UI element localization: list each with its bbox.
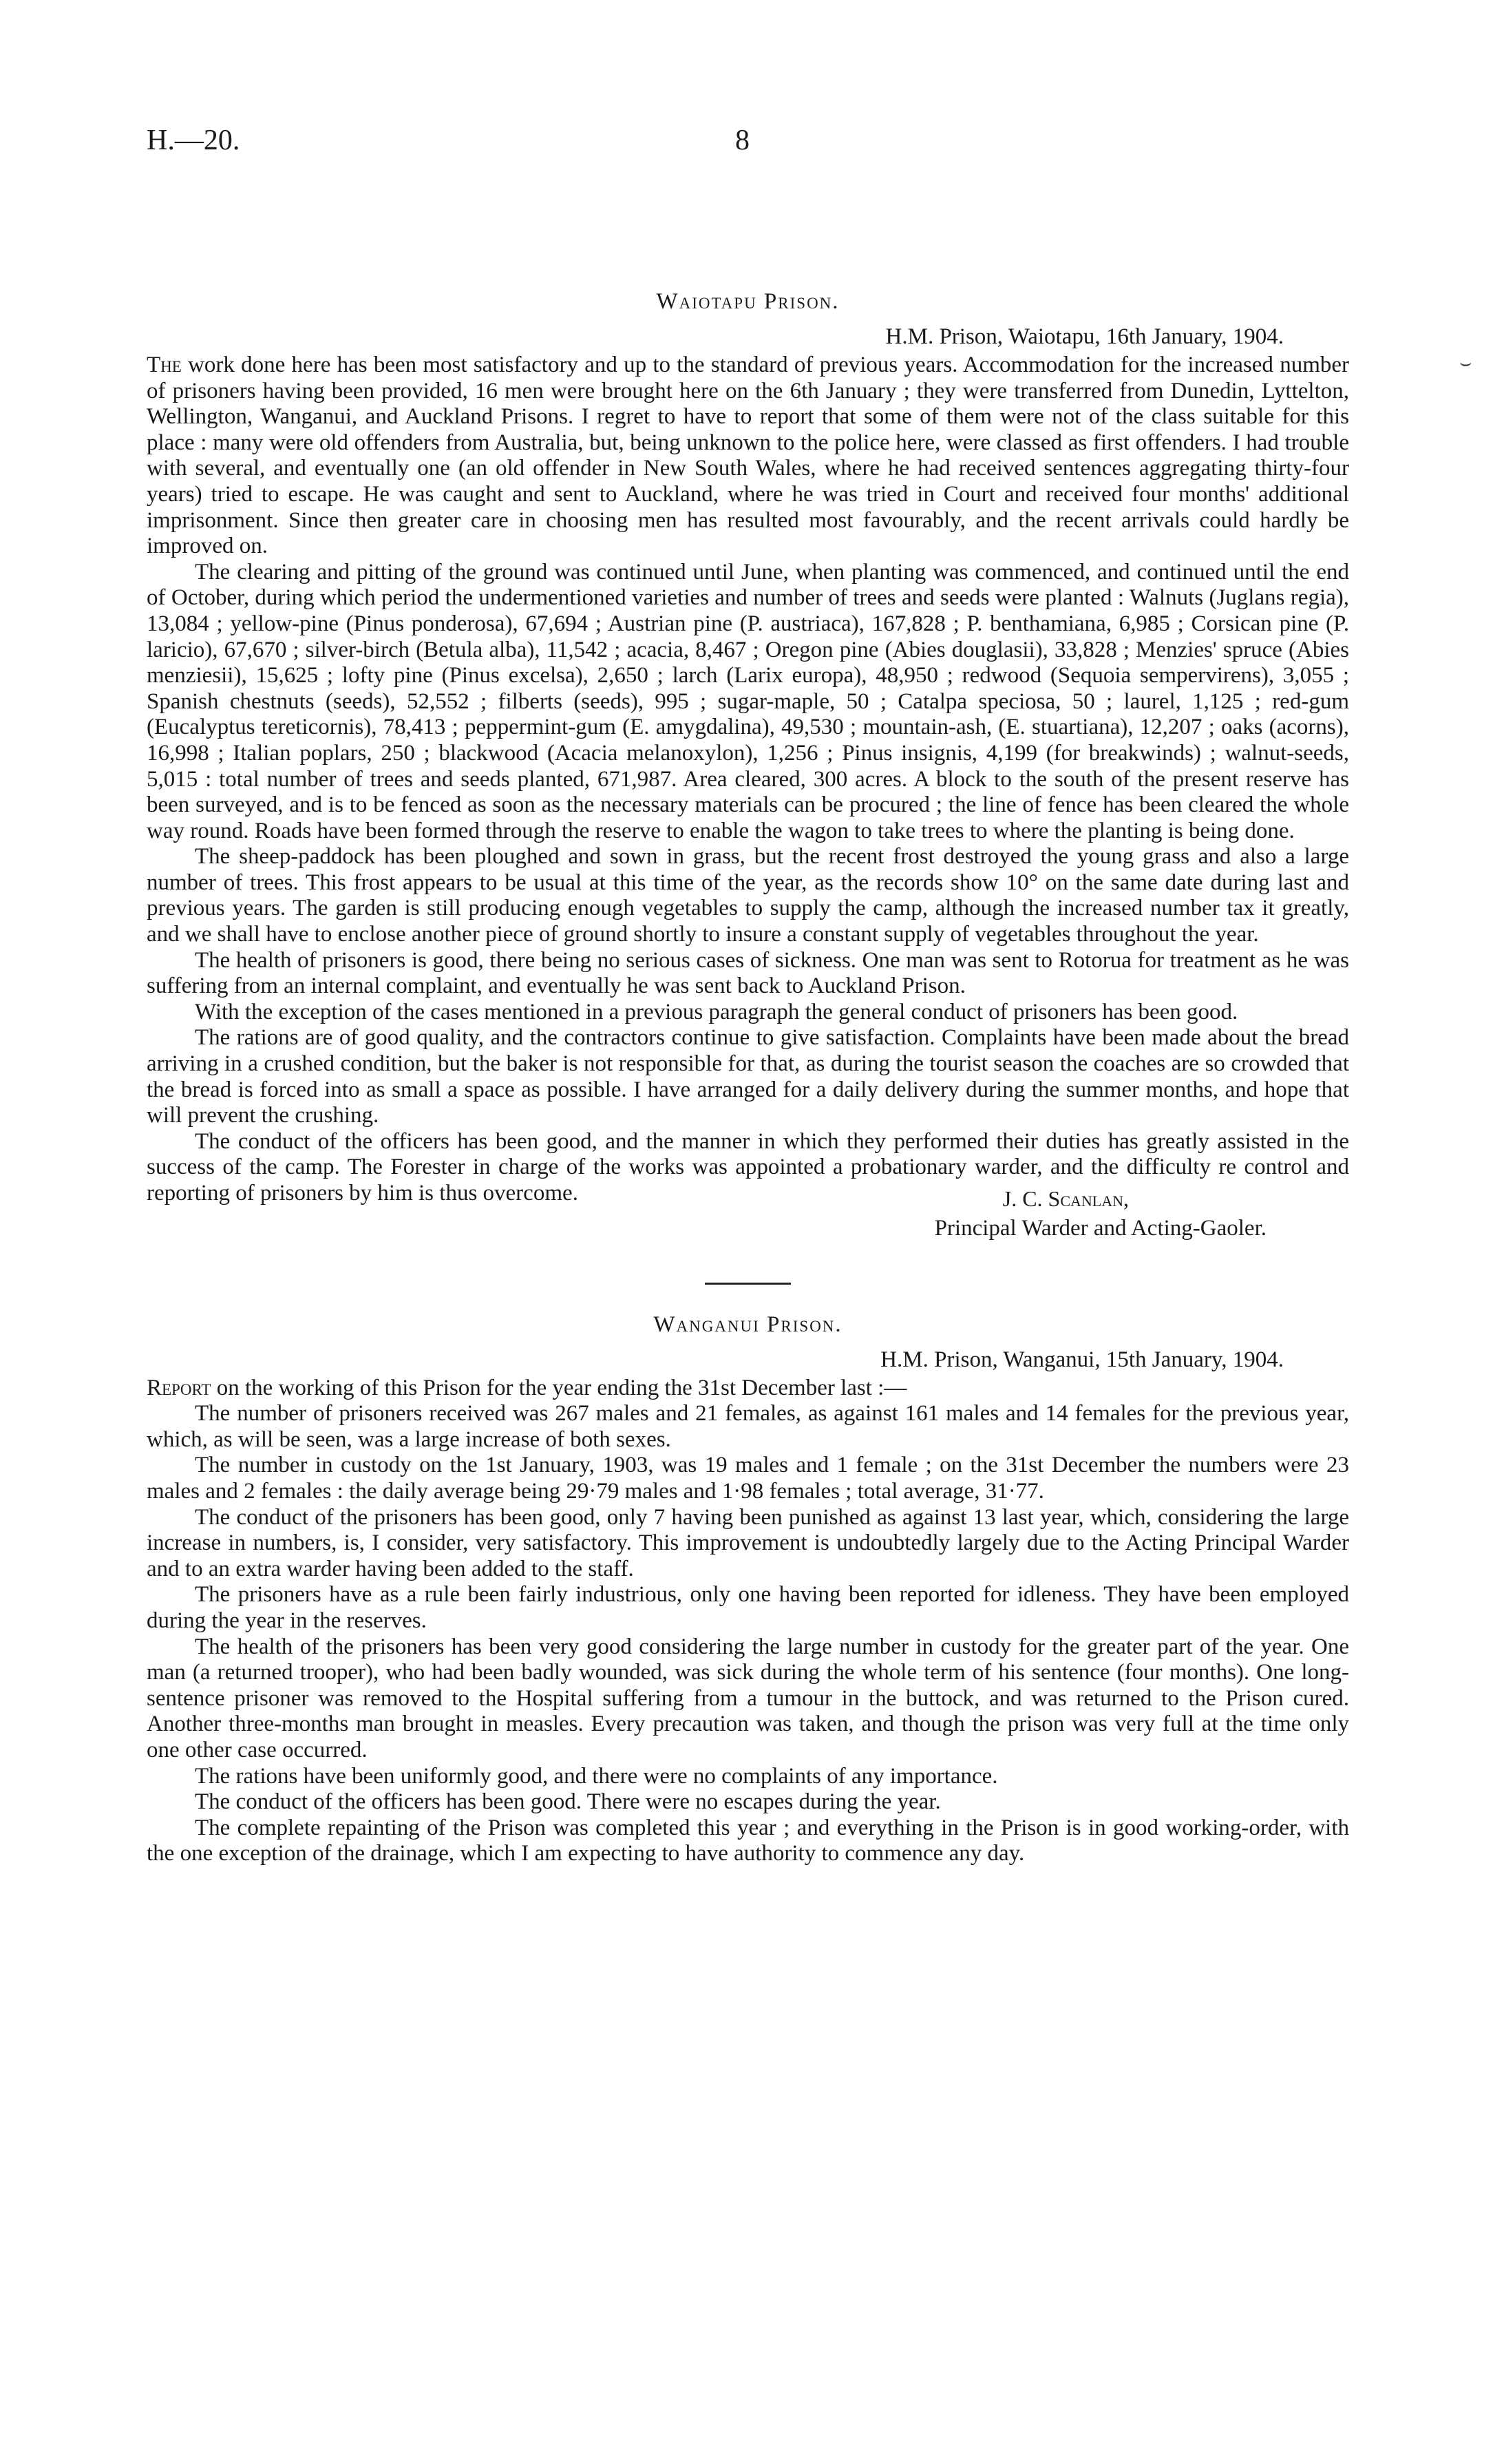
wanganui-section	[147, 1312, 1349, 1867]
paragraph: The prisoners have as a rule been fairly industrious, only one having been reported for idleness. They have been employed during the year in the reserves.	[147, 1582, 1349, 1633]
paragraph	[147, 1376, 1349, 1402]
page-reference: H.—20.	[147, 125, 240, 156]
paragraph: The conduct of the officers has been good, and the manner in which they performed their duties has greatly assisted in the success of the camp. The Forester in charge of the works was appointed a probationary warder, and the difficulty re control and reporting of prisoners by him is thus overcome.	[147, 1128, 1349, 1205]
section-divider	[705, 1283, 791, 1285]
signatory-name: J. C. Scanlan,	[1002, 1186, 1129, 1211]
page-header	[147, 103, 1349, 172]
paragraph: The conduct of the prisoners has been good, only 7 having been punished as against 13 last year, which, considering the large increase in numbers, is, I consider, very satisfactory. This improvement is undoubtedly largely due to the Acting Principal Warder and to an extra warder having been added to the staff.	[147, 1504, 1349, 1581]
paragraph: The number in custody on the 1st January, 1903, was 19 males and 1 female ; on the 31st December the numbers were 23 males and 2 females : the daily average being 29·79 males and 1·98 females ; total average, 31·77.	[147, 1453, 1349, 1504]
section-title-wanganui: Wanganui Prison.	[653, 1312, 843, 1337]
paragraph	[147, 352, 1349, 560]
waiotapu-section	[147, 289, 1349, 1241]
paragraph: The clearing and pitting of the ground was continued until June, when planting was commenced, and continued until the end of October, during which period the undermentioned varieties and number of trees and seeds were planted : Walnuts (Juglans regia), 13,084 ; yellow-pine (Pinus ponderosa), 67,694 ; Austrian pine (P. austriaca), 167,828 ; P. benthamiana, 6,985 ; Corsican pine (P. laricio), 67,670 ; silver-birch (Betula alba), 11,542 ; acacia, 8,467 ; Oregon pine (Abies douglasii), 33,828 ; Menzies' spruce (Abies menziesii), 15,625 ; lofty pine (Pinus excelsa), 2,650 ; larch (Larix europa), 48,950 ; redwood (Sequoia sempervirens), 3,055 ; Spanish chestnuts (seeds), 52,552 ; filberts (seeds), 995 ; sugar-maple, 50 ; Catalpa speciosa, 50 ; laurel, 1,125 ; red-gum (Eucalyptus tereticornis), 78,413 ; peppermint-gum (E. amygdalina), 49,530 ; mountain-ash, (E. stuartiana), 12,207 ; oaks (acorns), 16,998 ; Italian poplars, 250 ; blackwood (Acacia melanoxylon), 1,256 ; Pinus insignis, 4,199 (for breakwinds) ; walnut-seeds, 5,015 : total number of trees and seeds planted, 671,987. Area cleared, 300 acres. A block to the south of the present reserve has been surveyed, and is to be fenced as soon as the necessary materials can be procured ; the line of fence has been cleared the whole way round. Roads have been formed through the reserve to enable the wagon to take trees to where the planting is being done.	[147, 559, 1349, 843]
paragraph: The number of prisoners received was 267 males and 21 females, as against 161 males and 14 females for the previous year, which, as will be seen, was a large increase of both sexes.	[147, 1401, 1349, 1452]
paragraph: The health of prisoners is good, there being no serious cases of sickness. One man was sent to Rotorua for treatment as he was suffering from an internal complaint, and eventually he was sent back to Auckland Prison.	[147, 947, 1349, 999]
paragraph: With the exception of the cases mentioned in a previous paragraph the general conduct of prisoners has been good.	[195, 999, 1238, 1024]
margin-mark: ⌣	[1459, 352, 1472, 374]
paragraph: The health of the prisoners has been very good considering the large number in custody for the greater part of the year. One man (a returned trooper), who had been badly wounded, was sick during the whole term of his sentence (four months). One long-sentence prisoner was removed to the Hospital suffering from a tumour in the buttock, and was returned to the Prison cured. Another three-months man brought in measles. Every precaution was taken, and though the prison was very full at the time only one other case occurred.	[147, 1634, 1349, 1762]
signatory-title: Principal Warder and Acting-Gaoler.	[934, 1215, 1267, 1241]
dateline-wanganui: H.M. Prison, Wanganui, 15th January, 1904.	[880, 1347, 1284, 1372]
paragraph: The rations are of good quality, and the contractors continue to give satisfaction. Complaints have been made about the bread arriving in a crushed condition, but the baker is not responsible for that, as during the tourist season the coaches are so crowded that the bread is forced into as small a space as possible. I have arranged for a daily delivery during the summer months, and hope that will prevent the crushing.	[147, 1025, 1349, 1128]
paragraph: The conduct of the officers has been good. There were no escapes during the year.	[195, 1789, 941, 1815]
paragraph: The sheep-paddock has been ploughed and sown in grass, but the recent frost destroyed the young grass and also a large number of trees. This frost appears to be usual at this time of the year, as the records show 10° on the same date during last and previous years. The garden is still producing enough vegetables to supply the camp, although the increased number tax it greatly, and we shall have to enclose another piece of ground shortly to insure a constant supply of vegetables throughout the year.	[147, 844, 1349, 947]
paragraph: The complete repainting of the Prison was completed this year ; and everything in the Prison is in good working-order, with the one exception of the drainage, which I am expecting to have authority to commence any day.	[147, 1815, 1349, 1866]
section-title-waiotapu: Waiotapu Prison.	[656, 289, 840, 314]
paragraph-text: on the working of this Prison for the year ending the 31st December last :—	[211, 1375, 907, 1400]
dateline-waiotapu: H.M. Prison, Waiotapu, 16th January, 1904.	[885, 324, 1284, 349]
lead-word: Report	[147, 1375, 211, 1400]
paragraph-text: work done here has been most satisfactory and up to the standard of previous years. Accommodation for the increased number of prisoners having been provided, 16 men were brought here on the 6th January ; they were transferred from Dunedin, Lyttelton, Wellington, Wanganui, and Auckland Prisons. I regret to have to report that some of them were not of the class suitable for this place : many were old offenders from Australia, but, being unknown to the police here, were classed as first offenders. I had trouble with several, and eventually one (an old offender in New South Wales, where he had received sentences aggregating thirty-four years) tried to escape. He was caught and sent to Auckland, where he was tried in Court and received four months' additional imprisonment. Since then greater care in choosing men has resulted most favourably, and the recent arrivals could hardly be improved on.	[147, 352, 1349, 559]
paragraph: The rations have been uniformly good, and there were no complaints of any importance.	[195, 1763, 998, 1789]
lead-word: The	[147, 352, 182, 377]
page-number: 8	[735, 125, 750, 156]
